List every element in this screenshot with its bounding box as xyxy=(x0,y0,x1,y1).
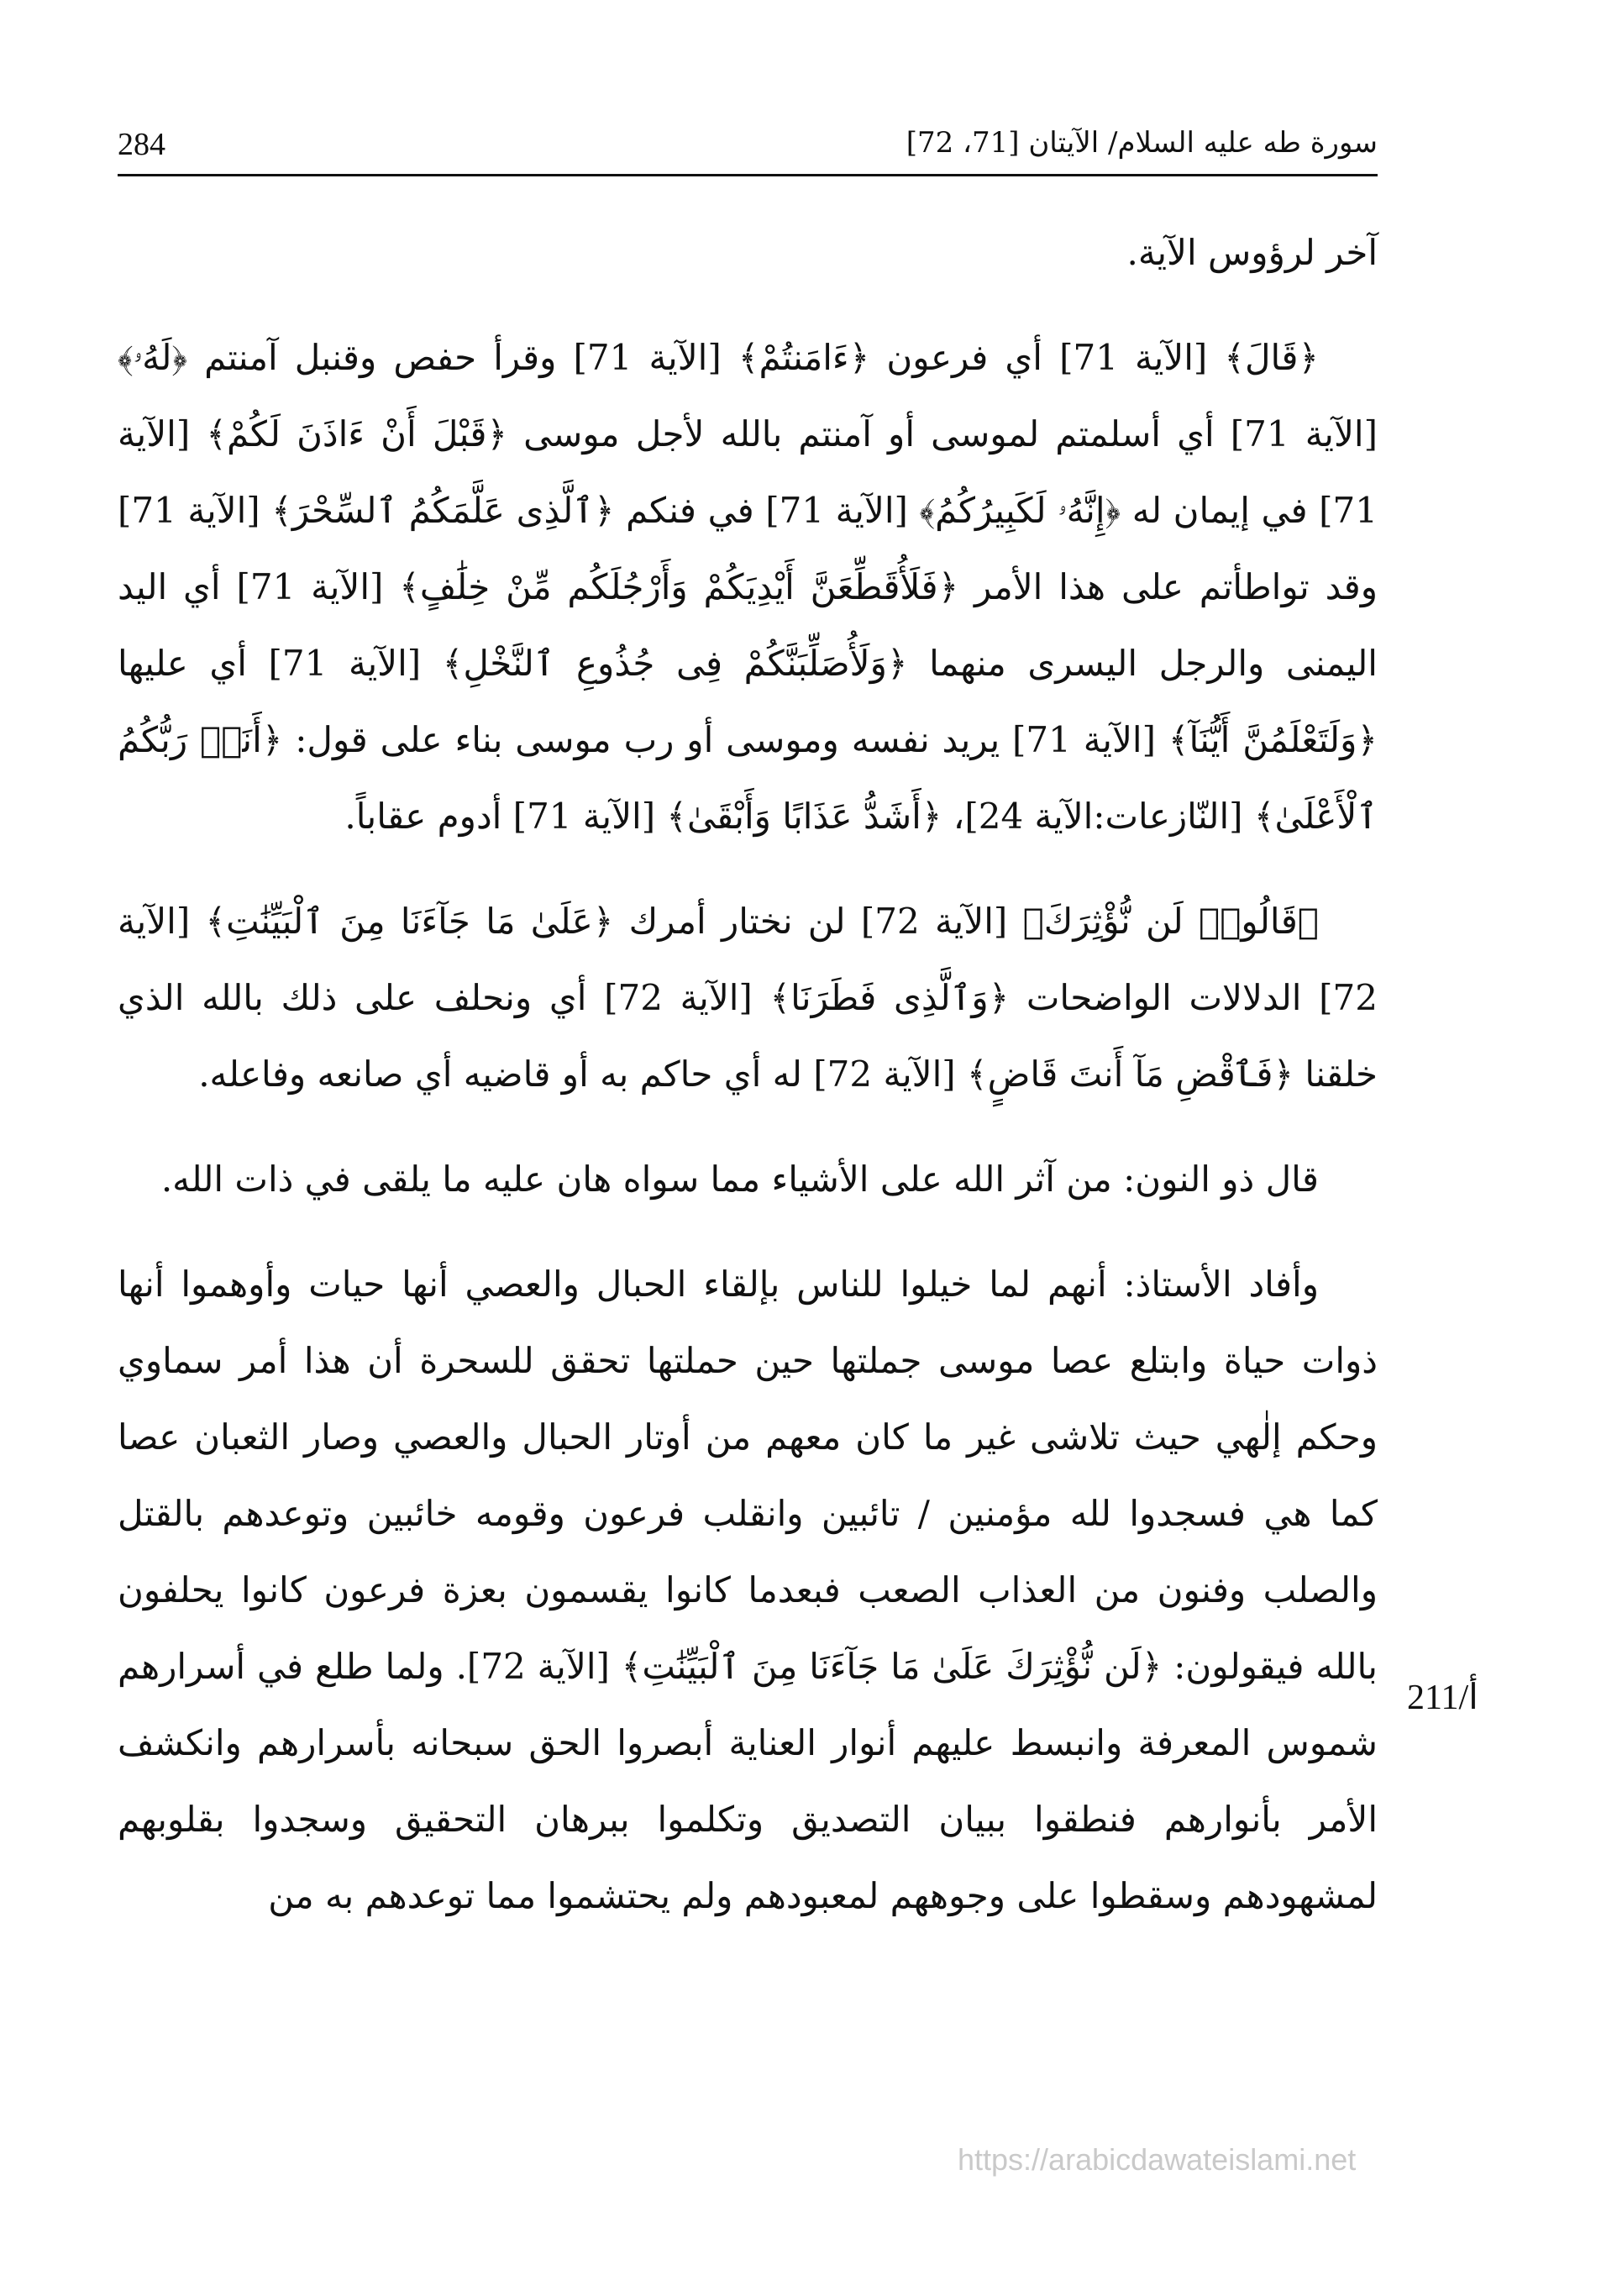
paragraph: آخر لرؤوس الآية. xyxy=(1126,232,1378,273)
watermark-url: https://arabicdawateislami.net xyxy=(958,2142,1357,2177)
manuscript-folio-note: 211/أ xyxy=(1407,1679,1478,1717)
page-header xyxy=(118,126,1378,168)
paragraph: ﴿قَالَ﴾ [الآية 71] أي فرعون ﴿ءَامَنتُمْ﴾ [الآية 71] وقرأ حفص وقنبل آمنتم ﴿لَهُۥ﴾ [الآية 71] أي أسلمتم لموسى أو آمنتم بالله لأجل موسى ﴿قَبْلَ أَنْ ءَاذَنَ لَكُمْ﴾ [الآية 71] في إيمان له ﴿إِنَّهُۥ لَكَبِيرُكُمُ﴾ [الآية 71] في فنكم ﴿ٱلَّذِى عَلَّمَكُمُ ٱلسِّحْرَ﴾ [الآية 71] وقد تواطأتم على هذا الأمر ﴿فَلَأُقَطِّعَنَّ أَيْدِيَكُمْ وَأَرْجُلَكُم مِّنْ خِلَٰفٍ﴾ [الآية 71] أي اليد اليمنى والرجل اليسرى منهما ﴿وَلَأُصَلِّبَنَّكُمْ فِى جُذُوعِ ٱلنَّخْلِ﴾ [الآية 71] أي عليها ﴿وَلَتَعْلَمُنَّ أَيُّنَآ﴾ [الآية 71] يريد نفسه وموسى أو رب موسى بناء على قول: ﴿أَنَا۠ رَبُّكُمُ ٱلْأَعْلَىٰ﴾ [النّازعات:الآية 24]، ﴿أَشَدُّ عَذَابًا وَأَبْقَىٰ﴾ [الآية 71] أدوم عقاباً. xyxy=(118,337,1378,837)
paragraph: ﴿قَالُوا۟ لَن نُّؤْثِرَكَ﴾ [الآية 72] لن نختار أمرك ﴿عَلَىٰ مَا جَآءَنَا مِنَ ٱلْبَيِّنَٰتِ﴾ [الآية 72] الدلالات الواضحات ﴿وَٱلَّذِى فَطَرَنَا﴾ [الآية 72] أي ونحلف على ذلك بالله الذي خلقنا ﴿فَٱقْضِ مَآ أَنتَ قَاضٍ﴾ [الآية 72] له أي حاكم به أو قاضيه أي صانعه وفاعله. xyxy=(118,901,1378,1095)
page-body xyxy=(118,214,1378,1962)
paragraph: قال ذو النون: من آثر الله على الأشياء مما سواه هان عليه ما يلقى في ذات الله. xyxy=(160,1159,1319,1200)
page-number: 284 xyxy=(118,127,165,162)
paragraph: وأفاد الأستاذ: أنهم لما خيلوا للناس بإلقاء الحبال والعصي أنها حيات وأوهموا أنها ذوات حياة وابتلع عصا موسى جملتها حين حملتها تحقق للسحرة أن هذا أمر سماوي وحكم إلٰهي حيث تلاشى غير ما كان معهم من أوتار الحبال والعصي وصار الثعبان عصا كما هي فسجدوا لله مؤمنين / تائبين وانقلب فرعون وقومه خائبين وتوعدهم بالقتل والصلب وفنون من العذاب الصعب فبعدما كانوا يقسمون بعزة فرعون كانوا يحلفون بالله فيقولون: ﴿لَن نُّؤْثِرَكَ عَلَىٰ مَا جَآءَنَا مِنَ ٱلْبَيِّنَٰتِ﴾ [الآية 72]. ولما طلع في أسرارهم شموس المعرفة وانبسط عليهم أنوار العناية أبصروا الحق سبحانه بأسرارهم وانكشف الأمر بأنوارهم فنطقوا ببيان التصديق وتكلموا ببرهان التحقيق وسجدوا بقلوبهم لمشهودهم وسقطوا على وجوههم لمعبودهم ولم يحتشموا مما توعدهم به من xyxy=(118,1264,1378,1916)
running-title: سورة طه عليه السلام/ الآيتان [71، 72] xyxy=(906,126,1378,160)
header-rule xyxy=(118,174,1378,176)
